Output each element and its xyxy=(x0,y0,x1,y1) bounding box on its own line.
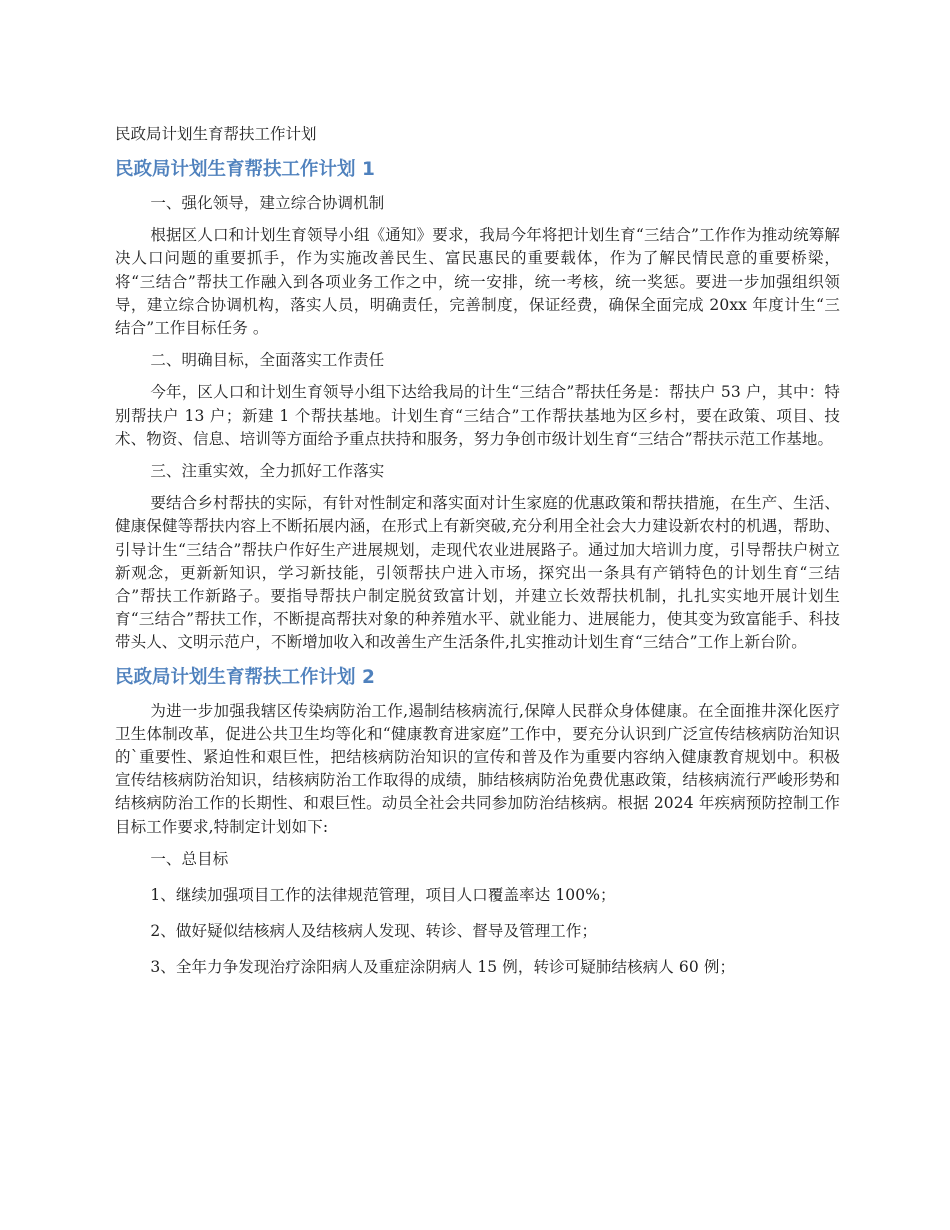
paragraph-heading: 一、强化领导，建立综合协调机制 xyxy=(150,194,385,212)
paragraph: 为进一步加强我辖区传染病防治工作,遏制结核病流行,保障人民群众身体健康。在全面推井深化医疗卫生体制改革，促进公共卫生均等化和“健康教育进家庭”工作中，要充分认识到广泛宣传结核病防治知识的`重要性、紧迫性和艰巨性，把结核病防治知识的宣传和普及作为重要内容纳入健康教育规划中。积极宣传结核病防治知识，结核病防治工作取得的成绩，肺结核病防治免费优惠政策，结核病流行严峻形势和结核病防治工作的长期性、和艰巨性。动员全社会共同参加防治结核病。根据 2024 年疾病预防控制工作目标工作要求,特制定计划如下: xyxy=(115,701,840,836)
paragraph-heading: 三、注重实效，全力抓好工作落实 xyxy=(150,462,385,481)
paragraph-heading: 二、明确目标，全面落实工作责任 xyxy=(150,351,385,370)
section-heading-1: 民政局计划生育帮扶工作计划 1 xyxy=(115,159,375,180)
list-item: 1、继续加强项目工作的法律规范管理，项目人口覆盖率达 100%； xyxy=(150,886,616,905)
paragraph: 根据区人口和计划生育领导小组《通知》要求，我局今年将把计划生育“三结合”工作作为推动统筹解决人口问题的重要抓手，作为实施改善民生、富民惠民的重要载体，作为了解民情民意的重要桥梁，将“三结合”帮扶工作融入到各项业务工作之中，统一安排，统一考核，统一奖惩。要进一步加强组织领导，建立综合协调机构，落实人员，明确责任，完善制度，保证经费，确保全面完成 20xx 年度计生“三结合”工作目标任务 。 xyxy=(115,226,840,338)
list-item: 3、全年力争发现治疗涂阳病人及重症涂阴病人 15 例，转诊可疑肺结核病人 60 例； xyxy=(150,958,736,977)
section-heading-2: 民政局计划生育帮扶工作计划 2 xyxy=(115,666,375,688)
document-page xyxy=(115,122,840,993)
list-item: 2、做好疑似结核病人及结核病人发现、转诊、督导及管理工作； xyxy=(150,922,598,941)
document-title: 民政局计划生育帮扶工作计划 xyxy=(115,125,317,143)
paragraph: 要结合乡村帮扶的实际，有针对性制定和落实面对计生家庭的优惠政策和帮扶措施，在生产、生活、健康保健等帮扶内容上不断拓展内涵，在形式上有新突破,充分利用全社会大力建设新农村的机遇，帮助、引导计生“三结合”帮扶户作好生产进展规划，走现代农业进展路子。通过加大培训力度，引导帮扶户树立新观念，更新新知识，学习新技能，引领帮扶户进入市场，探究出一条具有产销特色的计划生育“三结合”帮扶工作新路子。要指导帮扶户制定脱贫致富计划，并建立长效帮扶机制，扎扎实实地开展计划生育“三结合”帮扶工作，不断提高帮扶对象的种养殖水平、就业能力、进展能力，使其变为致富能手、科技带头人、文明示范户，不断增加收入和改善生产生活条件,扎实推动计划生育“三结合”工作上新台阶。 xyxy=(115,494,840,652)
paragraph-heading: 一、总目标 xyxy=(150,849,229,868)
paragraph: 今年，区人口和计划生育领导小组下达给我局的计生“三结合”帮扶任务是：帮扶户 53 户，其中：特别帮扶户 13 户；新建 1 个帮扶基地。计划生育“三结合”工作帮扶基地为区乡村，要在政策、项目、技术、物资、信息、培训等方面给予重点扶持和服务，努力争创市级计划生育“三结合”帮扶示范工作基地。 xyxy=(115,383,840,448)
